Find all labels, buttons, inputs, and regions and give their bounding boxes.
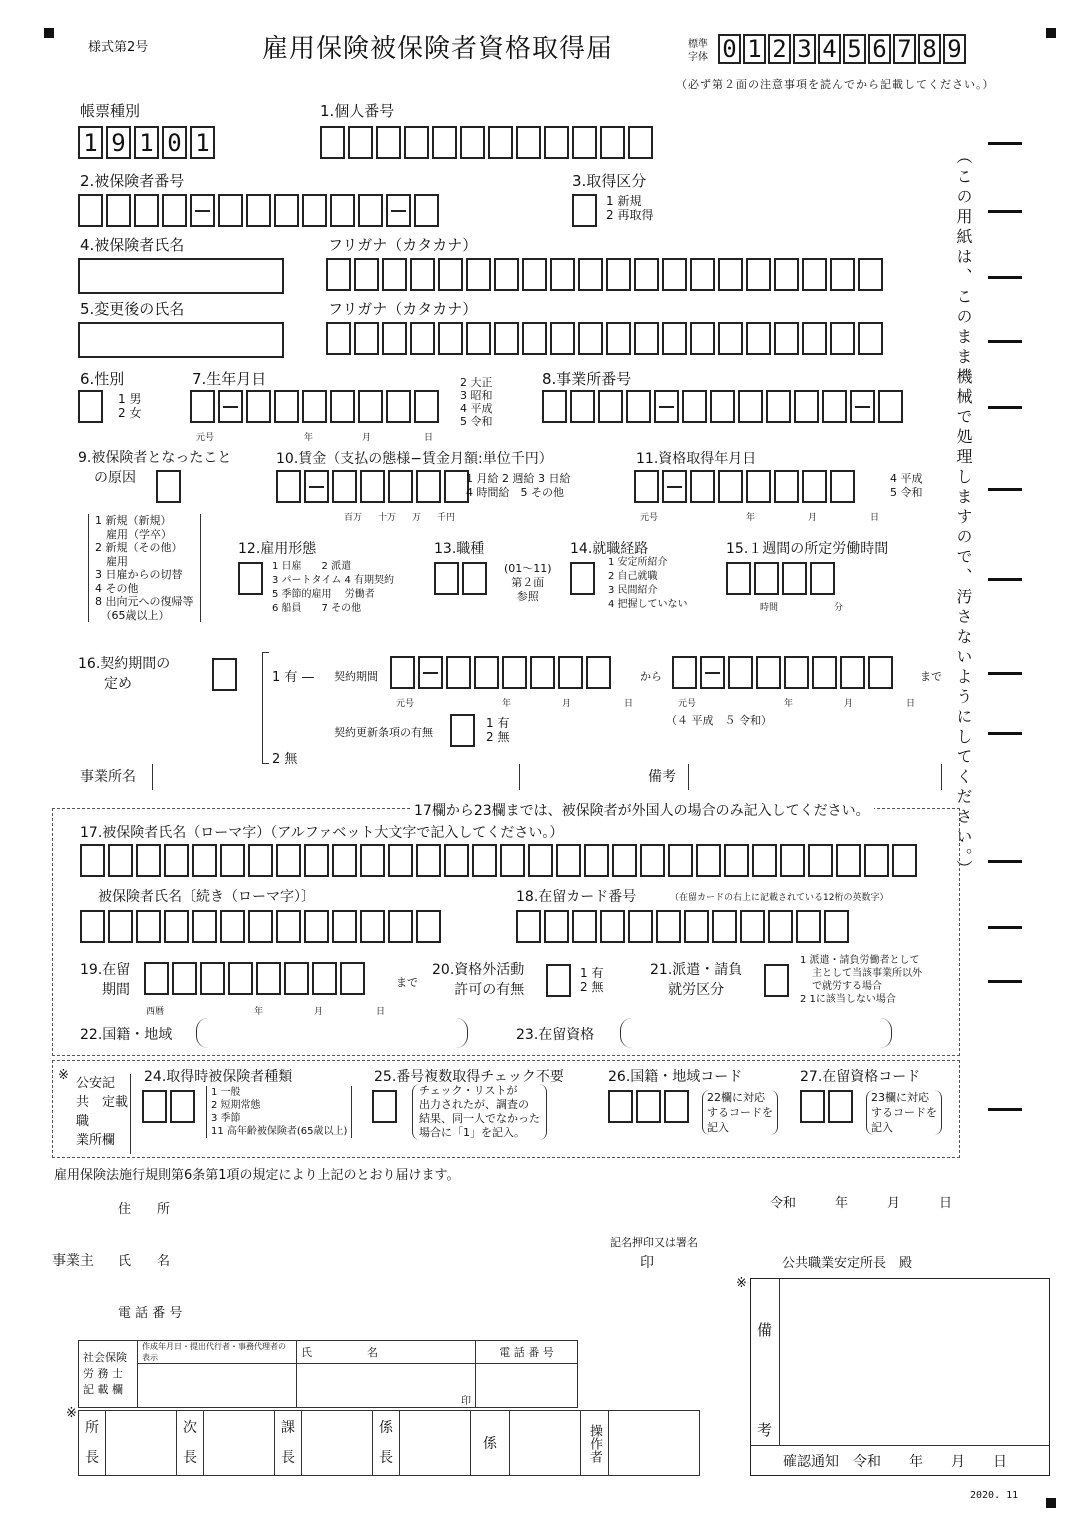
approval-cell[interactable] bbox=[609, 1411, 700, 1476]
timing-mark bbox=[988, 980, 1022, 983]
form-version: 2020. 11 bbox=[970, 1490, 1019, 1501]
asterisk-mark-2: ※ bbox=[736, 1276, 747, 1291]
form-type-boxes bbox=[78, 126, 218, 159]
era-caption: 元号 bbox=[196, 433, 215, 443]
day-caption: 日 bbox=[424, 433, 434, 443]
std-char: 1 bbox=[743, 34, 766, 64]
day-caption-4: 日 bbox=[906, 699, 916, 709]
labor-col-1: 作成年月日・提出代行者・事務代理者の表示 bbox=[138, 1341, 297, 1364]
duplicate-check-box[interactable] bbox=[372, 1090, 400, 1123]
until-label: まで bbox=[920, 670, 942, 683]
changed-name-field[interactable] bbox=[78, 322, 284, 358]
labor-cell[interactable] bbox=[138, 1364, 297, 1408]
approval-cell[interactable] bbox=[302, 1411, 373, 1476]
approval-cell[interactable] bbox=[106, 1411, 177, 1476]
stay-period-boxes[interactable] bbox=[144, 962, 368, 995]
acquisition-date-boxes[interactable] bbox=[634, 470, 858, 503]
contract-period-box[interactable] bbox=[212, 658, 240, 691]
individual-number-label: 1.個人番号 bbox=[320, 102, 395, 120]
insured-name-field[interactable] bbox=[78, 258, 284, 294]
address-label: 住 所 bbox=[118, 1202, 171, 1217]
furigana-label: フリガナ（カタカナ） bbox=[328, 236, 478, 254]
foreign-note: 17欄から23欄までは、被保険者が外国人の場合のみ記入してください。 bbox=[410, 800, 874, 820]
remarks-char-2: 考 bbox=[757, 1421, 773, 1439]
day-caption-2: 日 bbox=[870, 513, 880, 523]
minutes-caption: 分 bbox=[834, 603, 844, 613]
timing-mark bbox=[988, 406, 1022, 409]
insured-type-boxes[interactable] bbox=[142, 1090, 198, 1123]
approval-cell[interactable] bbox=[204, 1411, 275, 1476]
employment-type-options: 1 日雇 2 派遣 3 パートタイム 4 有期契約 5 季節的雇用 労働者 6 船員 7 その他 bbox=[272, 561, 395, 614]
office-remarks-box[interactable] bbox=[750, 1278, 1050, 1476]
contract-start-boxes[interactable] bbox=[390, 656, 614, 689]
month-caption-5: 月 bbox=[314, 1007, 324, 1017]
form-number: 様式第2号 bbox=[88, 40, 149, 55]
gender-label: 6.性別 bbox=[80, 370, 125, 388]
furigana-boxes-2[interactable] bbox=[326, 322, 886, 355]
wage-boxes[interactable] bbox=[276, 470, 472, 503]
furigana-label-2: フリガナ（カタカナ） bbox=[328, 300, 478, 318]
office-use-label: ※ bbox=[58, 1068, 69, 1083]
wage-label: 10.賃金（支払の態様−賃金月額:単位千円） bbox=[276, 451, 553, 467]
contract-yes: 1 有 — bbox=[272, 670, 315, 685]
submission-date: 令和 年 月 日 bbox=[770, 1196, 953, 1211]
roman-name-label: 17.被保険者氏名（ローマ字）（アルファベット大文字で記入してください。） bbox=[80, 825, 564, 841]
approval-cell[interactable] bbox=[510, 1411, 581, 1476]
timing-mark bbox=[988, 732, 1022, 735]
registration-mark bbox=[1046, 28, 1056, 38]
acquisition-era-options: 4 平成 5 令和 bbox=[890, 472, 923, 499]
std-char: 9 bbox=[943, 34, 966, 64]
duplicate-check-note: チェック・リストが 出力されたが、調査の 結果、同一人でなかった 場合に「1」を記入。 bbox=[412, 1084, 547, 1140]
insured-number-boxes[interactable] bbox=[78, 194, 442, 227]
registration-mark bbox=[1046, 1498, 1056, 1508]
form-type-digit: 1 bbox=[190, 126, 215, 159]
remarks-label: 備考 bbox=[648, 769, 676, 785]
insured-number-label: 2.被保険者番号 bbox=[80, 172, 185, 190]
timing-mark bbox=[988, 340, 1022, 343]
residence-status-field[interactable] bbox=[620, 1018, 892, 1048]
acquisition-date-label: 11.資格取得年月日 bbox=[636, 451, 757, 467]
month-caption-4: 月 bbox=[844, 699, 854, 709]
acquisition-type-label: 3.取得区分 bbox=[572, 172, 647, 190]
nationality-field[interactable] bbox=[196, 1018, 468, 1048]
gender-options: 1 男 2 女 bbox=[118, 392, 142, 420]
status-code-note: 23欄に対応 するコードを 記入 bbox=[866, 1090, 942, 1135]
timing-mark bbox=[988, 860, 1022, 863]
cause-box[interactable] bbox=[156, 470, 184, 503]
job-route-options: 1 安定所紹介 2 自己就職 3 民間紹介 4 把握していない bbox=[608, 557, 688, 610]
contract-no: 2 無 bbox=[272, 752, 298, 767]
gender-box[interactable] bbox=[78, 390, 106, 423]
form-type-digit: 0 bbox=[162, 126, 187, 159]
year-caption-3: 年 bbox=[502, 699, 512, 709]
std-char: 4 bbox=[818, 34, 841, 64]
std-char: 8 bbox=[918, 34, 941, 64]
year-caption-2: 年 bbox=[746, 513, 756, 523]
remarks-char-1: 備 bbox=[757, 1321, 773, 1339]
month-caption-2: 月 bbox=[808, 513, 818, 523]
month-caption: 月 bbox=[362, 433, 372, 443]
std-char: 5 bbox=[843, 34, 866, 64]
status-code-boxes[interactable] bbox=[800, 1090, 856, 1123]
nationality-label: 22.国籍・地域 bbox=[80, 1027, 173, 1043]
individual-number-boxes[interactable] bbox=[320, 126, 656, 159]
occupation-note: (01〜11) 第２面 参照 bbox=[504, 562, 552, 603]
header-note: （必ず第２面の注意事項を読んでから記載してください。） bbox=[676, 78, 995, 91]
std-char: 7 bbox=[893, 34, 916, 64]
outside-activity-label: 20.資格外活動 許可の有無 bbox=[432, 962, 525, 998]
form-type-digit: 1 bbox=[134, 126, 159, 159]
day-caption-3: 日 bbox=[624, 699, 634, 709]
contract-period-label: 16.契約期間の 定め bbox=[78, 656, 171, 692]
std-char: 0 bbox=[718, 34, 741, 64]
nationality-code-label: 26.国籍・地域コード bbox=[608, 1069, 743, 1085]
residence-card-boxes[interactable] bbox=[516, 910, 852, 943]
std-char: 3 bbox=[793, 34, 816, 64]
seal-note: 記名押印又は署名 bbox=[610, 1236, 698, 1249]
form-type-digit: 1 bbox=[78, 126, 103, 159]
remarks-field[interactable] bbox=[688, 764, 942, 790]
timing-mark bbox=[988, 210, 1022, 213]
renewal-label: 契約更新条項の有無 bbox=[334, 726, 433, 739]
employer-label: 事業主 bbox=[52, 1253, 94, 1269]
office-use-title: 公安記 共 定載 職 業所欄 bbox=[76, 1074, 131, 1154]
form-title: 雇用保険被保険者資格取得届 bbox=[262, 34, 614, 64]
era-caption-3: 元号 bbox=[396, 699, 415, 709]
occupation-label: 13.職種 bbox=[434, 541, 485, 557]
side-note: （この用紙は、このまま機械で処理しますので、汚さないようにしてください。） bbox=[954, 148, 973, 880]
insured-type-label: 24.取得時被保険者種類 bbox=[144, 1069, 293, 1085]
contract-bracket bbox=[262, 652, 269, 764]
law-statement: 雇用保険法施行規則第6条第1項の規定により上記のとおり届けます。 bbox=[54, 1168, 460, 1183]
contract-period-caption: 契約期間 bbox=[334, 670, 378, 683]
residence-card-note: （在留カードの右上に記載されている12桁の英数字） bbox=[670, 893, 889, 903]
outside-activity-box[interactable] bbox=[546, 964, 574, 997]
labor-name-cell[interactable]: 印 bbox=[297, 1364, 476, 1408]
labor-col-2: 氏 名 bbox=[297, 1341, 476, 1364]
form-type-label: 帳票種別 bbox=[80, 102, 141, 120]
status-code-label: 27.在留資格コード bbox=[800, 1069, 921, 1085]
std-char: 6 bbox=[868, 34, 891, 64]
asterisk-mark: ※ bbox=[66, 1406, 77, 1421]
stay-period-label: 19.在留 期間 bbox=[80, 962, 131, 998]
office-number-label: 8.事業所番号 bbox=[542, 370, 632, 388]
nationality-code-boxes[interactable] bbox=[608, 1090, 692, 1123]
until-label-2: まで bbox=[396, 976, 418, 989]
year-caption: 年 bbox=[304, 433, 314, 443]
cause-options: 1 新規（新規） 雇用（学卒） 2 新規（その他） 雇用 3 日雇からの切替 4 その他 8 出向元への復帰等 （65歳以上） bbox=[88, 514, 201, 622]
approval-table: 所 長 次 長 課 長 係 長 係 操作者 bbox=[78, 1410, 700, 1476]
year-caption-4: 年 bbox=[784, 699, 794, 709]
timing-mark bbox=[988, 1108, 1022, 1111]
addressee: 公共職業安定所長 殿 bbox=[782, 1256, 913, 1271]
year-caption-5: 年 bbox=[254, 1007, 264, 1017]
contract-end-boxes[interactable] bbox=[672, 656, 896, 689]
timing-mark bbox=[988, 672, 1022, 675]
changed-name-label: 5.変更後の氏名 bbox=[80, 300, 185, 318]
timing-mark bbox=[988, 488, 1022, 491]
hours-caption: 時間 bbox=[760, 603, 779, 613]
approval-cell[interactable] bbox=[400, 1411, 471, 1476]
from-label: から bbox=[640, 670, 662, 683]
labor-consultant-table: 社会保険 労 務 士 記 載 欄 作成年月日・提出代行者・事務代理者の表示 氏 名 電 話 番 号 印 bbox=[78, 1340, 578, 1408]
occupation-boxes[interactable] bbox=[434, 562, 490, 595]
insured-name-label: 4.被保険者氏名 bbox=[80, 236, 185, 254]
phone-label: 電 話 番 号 bbox=[118, 1306, 183, 1321]
renewal-options: 1 有 2 無 bbox=[486, 716, 510, 744]
std-char: 2 bbox=[768, 34, 791, 64]
acquisition-type-box[interactable] bbox=[572, 194, 600, 227]
renewal-box[interactable] bbox=[450, 714, 478, 747]
name-label: 氏 名 bbox=[118, 1254, 171, 1269]
wage-options: 1 月給 2 週給 3 日給 4 時間給 5 その他 bbox=[466, 472, 571, 499]
roman-name-cont-label: 被保険者氏名〔続き（ローマ字）〕 bbox=[98, 889, 315, 905]
birthdate-boxes[interactable] bbox=[190, 390, 442, 423]
outside-activity-options: 1 有 2 無 bbox=[580, 966, 604, 994]
residence-card-label: 18.在留カード番号 bbox=[516, 889, 637, 905]
registration-mark bbox=[44, 28, 54, 38]
standard-chars-label: 標準 字体 bbox=[688, 39, 708, 63]
era-caption-4: 元号 bbox=[678, 699, 697, 709]
wage-units: 百万 十万 万 千円 bbox=[344, 513, 456, 523]
job-route-box[interactable] bbox=[570, 562, 598, 595]
employment-type-label: 12.雇用形態 bbox=[238, 541, 317, 557]
standard-chars bbox=[718, 34, 968, 64]
employment-type-box[interactable] bbox=[238, 562, 266, 595]
labor-col-3: 電 話 番 号 bbox=[476, 1341, 578, 1364]
job-route-label: 14.就職経路 bbox=[570, 541, 649, 557]
office-number-boxes[interactable] bbox=[542, 390, 906, 423]
timing-mark bbox=[988, 276, 1022, 279]
insured-type-options: 1 一般 2 短期常態 3 季節 11 高年齢被保険者(65歳以上) bbox=[206, 1086, 352, 1138]
timing-mark bbox=[988, 142, 1022, 145]
office-name-label: 事業所名 bbox=[80, 769, 136, 785]
roman-name-cont-boxes[interactable] bbox=[80, 910, 444, 943]
furigana-boxes[interactable] bbox=[326, 258, 886, 291]
timing-mark bbox=[988, 926, 1022, 929]
duplicate-check-label: 25.番号複数取得チェック不要 bbox=[374, 1069, 564, 1085]
birthdate-label: 7.生年月日 bbox=[192, 370, 267, 388]
confirmation-notice: 確認通知 令和 年 月 日 bbox=[783, 1454, 1007, 1470]
acquisition-type-options: 1 新規 2 再取得 bbox=[606, 194, 654, 222]
timing-mark bbox=[988, 578, 1022, 581]
form-type-digit: 9 bbox=[106, 126, 131, 159]
dispatch-label: 21.派遣・請負 就労区分 bbox=[650, 962, 743, 998]
seal-mark: 印 bbox=[640, 1255, 654, 1271]
office-name-field[interactable] bbox=[152, 764, 520, 790]
dispatch-box[interactable] bbox=[764, 964, 792, 997]
roman-name-boxes[interactable] bbox=[80, 844, 920, 877]
cause-label: 9.被保険者となったこと の原因 bbox=[78, 450, 232, 486]
contract-era-options: （４ 平成 ５ 令和） bbox=[666, 714, 772, 727]
western-caption: 西暦 bbox=[146, 1007, 165, 1017]
month-caption-3: 月 bbox=[562, 699, 572, 709]
day-caption-5: 日 bbox=[376, 1007, 386, 1017]
labor-phone-cell[interactable] bbox=[476, 1364, 578, 1408]
weekly-hours-boxes[interactable] bbox=[726, 562, 838, 595]
birth-era-options: 2 大正 3 昭和 4 平成 5 令和 bbox=[460, 376, 493, 428]
nationality-code-note: 22欄に対応 するコードを 記入 bbox=[702, 1090, 778, 1135]
dispatch-options: 1 派遣・請負労働者として 主として当該事業所以外 で就労する場合 2 1に該当しない場合 bbox=[800, 955, 922, 1005]
weekly-hours-label: 15.１週間の所定労働時間 bbox=[726, 541, 889, 557]
era-caption-2: 元号 bbox=[640, 513, 659, 523]
residence-status-label: 23.在留資格 bbox=[516, 1027, 595, 1043]
